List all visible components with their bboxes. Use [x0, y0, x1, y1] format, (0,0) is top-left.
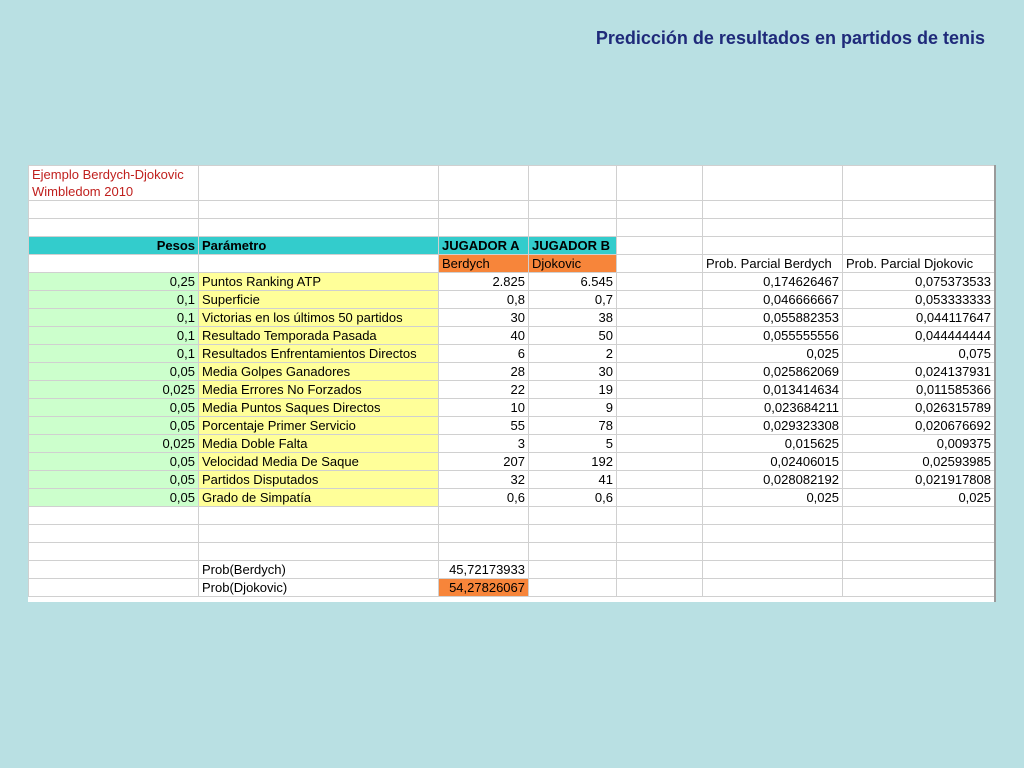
- player-a-value[interactable]: 28: [439, 363, 529, 381]
- cell[interactable]: [439, 507, 529, 525]
- cell[interactable]: [199, 219, 439, 237]
- cell[interactable]: [617, 525, 703, 543]
- header-pesos[interactable]: Pesos: [29, 237, 199, 255]
- header-parametro[interactable]: Parámetro: [199, 237, 439, 255]
- cell[interactable]: [529, 166, 617, 201]
- cell[interactable]: [617, 363, 703, 381]
- parameter-row: [29, 363, 995, 381]
- cell[interactable]: [529, 579, 617, 597]
- empty-row: [29, 507, 995, 525]
- cell[interactable]: [843, 543, 995, 561]
- parameter-row: [29, 327, 995, 345]
- cell[interactable]: [843, 525, 995, 543]
- player-a-value[interactable]: 10: [439, 399, 529, 417]
- cell[interactable]: [617, 201, 703, 219]
- weight-cell[interactable]: 0,1: [29, 345, 199, 363]
- cell[interactable]: [703, 166, 843, 201]
- prob-b-value[interactable]: 54,27826067: [439, 579, 529, 597]
- player-b-value[interactable]: 41: [529, 471, 617, 489]
- cell[interactable]: [199, 255, 439, 273]
- cell[interactable]: [439, 201, 529, 219]
- cell[interactable]: [617, 381, 703, 399]
- player-a-value[interactable]: 32: [439, 471, 529, 489]
- weight-cell[interactable]: 0,05: [29, 417, 199, 435]
- prob-partial-b-value[interactable]: 0,044444444: [843, 327, 995, 345]
- cell[interactable]: [199, 525, 439, 543]
- parameter-row: [29, 345, 995, 363]
- cell[interactable]: [617, 309, 703, 327]
- parameter-row: [29, 273, 995, 291]
- cell[interactable]: [439, 166, 529, 201]
- cell[interactable]: [439, 543, 529, 561]
- cell[interactable]: [29, 561, 199, 579]
- cell[interactable]: [29, 525, 199, 543]
- cell[interactable]: [199, 166, 439, 201]
- player-b-value[interactable]: 9: [529, 399, 617, 417]
- player-a-value[interactable]: 2.825: [439, 273, 529, 291]
- parameter-cell[interactable]: Media Doble Falta: [199, 435, 439, 453]
- cell[interactable]: [617, 471, 703, 489]
- cell[interactable]: [843, 237, 995, 255]
- parameter-cell[interactable]: Media Errores No Forzados: [199, 381, 439, 399]
- cell[interactable]: [617, 219, 703, 237]
- cell[interactable]: [29, 507, 199, 525]
- weight-cell[interactable]: 0,025: [29, 435, 199, 453]
- weight-cell[interactable]: 0,1: [29, 291, 199, 309]
- header-row: [29, 237, 995, 255]
- prob-partial-b-value[interactable]: 0,044117647: [843, 309, 995, 327]
- cell[interactable]: [529, 543, 617, 561]
- player-a-value[interactable]: 3: [439, 435, 529, 453]
- cell[interactable]: [199, 507, 439, 525]
- parameter-cell[interactable]: Superficie: [199, 291, 439, 309]
- player-b-value[interactable]: 38: [529, 309, 617, 327]
- cell[interactable]: [843, 579, 995, 597]
- cell[interactable]: [439, 219, 529, 237]
- data-table: [28, 165, 995, 597]
- weight-cell[interactable]: 0,05: [29, 489, 199, 507]
- cell[interactable]: [617, 561, 703, 579]
- prob-partial-a-value[interactable]: 0,028082192: [703, 471, 843, 489]
- example-title-line2: Wimbledom 2010: [32, 184, 134, 199]
- parameter-row: [29, 489, 995, 507]
- player-b-value[interactable]: 19: [529, 381, 617, 399]
- cell[interactable]: [617, 453, 703, 471]
- player-b-name[interactable]: Djokovic: [529, 255, 617, 273]
- parameter-cell[interactable]: Partidos Disputados: [199, 471, 439, 489]
- prob-a-label[interactable]: Prob(Berdych): [199, 561, 439, 579]
- cell[interactable]: [703, 219, 843, 237]
- player-a-value[interactable]: 55: [439, 417, 529, 435]
- player-b-value[interactable]: 0,7: [529, 291, 617, 309]
- player-b-value[interactable]: 50: [529, 327, 617, 345]
- player-b-value[interactable]: 0,6: [529, 489, 617, 507]
- header-jugador-a[interactable]: JUGADOR A: [439, 237, 529, 255]
- parameter-cell[interactable]: Victorias en los últimos 50 partidos: [199, 309, 439, 327]
- prob-partial-a-value[interactable]: 0,055882353: [703, 309, 843, 327]
- player-a-value[interactable]: 0,6: [439, 489, 529, 507]
- prob-partial-a-value[interactable]: 0,025862069: [703, 363, 843, 381]
- cell[interactable]: [617, 237, 703, 255]
- weight-cell[interactable]: 0,25: [29, 273, 199, 291]
- parameter-cell[interactable]: Puntos Ranking ATP: [199, 273, 439, 291]
- cell[interactable]: [617, 255, 703, 273]
- prob-partial-a-value[interactable]: 0,02406015: [703, 453, 843, 471]
- player-b-value[interactable]: 30: [529, 363, 617, 381]
- cell[interactable]: [703, 579, 843, 597]
- cell[interactable]: [529, 525, 617, 543]
- prob-partial-a-value[interactable]: 0,025: [703, 489, 843, 507]
- prob-partial-b-value[interactable]: 0,024137931: [843, 363, 995, 381]
- parameter-cell[interactable]: Porcentaje Primer Servicio: [199, 417, 439, 435]
- cell[interactable]: [617, 291, 703, 309]
- parameter-cell[interactable]: Resultados Enfrentamientos Directos: [199, 345, 439, 363]
- cell[interactable]: [617, 166, 703, 201]
- player-b-value[interactable]: 78: [529, 417, 617, 435]
- parameter-row: [29, 453, 995, 471]
- cell[interactable]: [439, 525, 529, 543]
- cell[interactable]: [703, 525, 843, 543]
- prob-partial-b-value[interactable]: 0,026315789: [843, 399, 995, 417]
- prob-partial-b-value[interactable]: 0,021917808: [843, 471, 995, 489]
- prob-partial-a-value[interactable]: 0,046666667: [703, 291, 843, 309]
- parameter-row: [29, 417, 995, 435]
- slide-title: Predicción de resultados en partidos de tenis: [595, 28, 985, 48]
- cell[interactable]: [617, 579, 703, 597]
- weight-cell[interactable]: 0,1: [29, 309, 199, 327]
- cell[interactable]: [29, 219, 199, 237]
- player-name-row: [29, 255, 995, 273]
- prob-partial-b-value[interactable]: 0,053333333: [843, 291, 995, 309]
- prob-partial-b-value[interactable]: 0,011585366: [843, 381, 995, 399]
- player-b-value[interactable]: 192: [529, 453, 617, 471]
- cell[interactable]: [617, 399, 703, 417]
- cell[interactable]: [617, 327, 703, 345]
- cell[interactable]: [29, 255, 199, 273]
- cell[interactable]: [703, 543, 843, 561]
- spreadsheet: [28, 165, 996, 602]
- prob-partial-a-header[interactable]: Prob. Parcial Berdych: [703, 255, 843, 273]
- player-a-value[interactable]: 0,8: [439, 291, 529, 309]
- parameter-row: [29, 291, 995, 309]
- example-title-row: [29, 166, 995, 201]
- cell[interactable]: [703, 201, 843, 219]
- player-a-value[interactable]: 6: [439, 345, 529, 363]
- cell[interactable]: [529, 561, 617, 579]
- cell[interactable]: [529, 219, 617, 237]
- prob-partial-b-value[interactable]: 0,009375: [843, 435, 995, 453]
- parameter-cell[interactable]: Velocidad Media De Saque: [199, 453, 439, 471]
- cell[interactable]: [29, 543, 199, 561]
- cell[interactable]: [617, 435, 703, 453]
- parameter-row: [29, 435, 995, 453]
- weight-cell[interactable]: 0,025: [29, 381, 199, 399]
- cell[interactable]: [703, 507, 843, 525]
- player-a-value[interactable]: 40: [439, 327, 529, 345]
- cell[interactable]: [617, 489, 703, 507]
- prob-partial-b-value[interactable]: 0,075373533: [843, 273, 995, 291]
- cell[interactable]: [617, 543, 703, 561]
- weight-cell[interactable]: 0,1: [29, 327, 199, 345]
- empty-row: [29, 201, 995, 219]
- weight-cell[interactable]: 0,05: [29, 471, 199, 489]
- prob-partial-b-value[interactable]: 0,075: [843, 345, 995, 363]
- cell[interactable]: [29, 201, 199, 219]
- cell[interactable]: [617, 345, 703, 363]
- prob-partial-b-value[interactable]: 0,02593985: [843, 453, 995, 471]
- prob-partial-a-value[interactable]: 0,025: [703, 345, 843, 363]
- empty-row: [29, 525, 995, 543]
- player-b-value[interactable]: 6.545: [529, 273, 617, 291]
- parameter-cell[interactable]: Resultado Temporada Pasada: [199, 327, 439, 345]
- cell[interactable]: [617, 417, 703, 435]
- result-row-a: [29, 561, 995, 579]
- weight-cell[interactable]: 0,05: [29, 453, 199, 471]
- cell[interactable]: [617, 273, 703, 291]
- weight-cell[interactable]: 0,05: [29, 363, 199, 381]
- prob-partial-a-value[interactable]: 0,174626467: [703, 273, 843, 291]
- player-a-value[interactable]: 22: [439, 381, 529, 399]
- example-title-line1: Ejemplo Berdych-Djokovic: [32, 167, 184, 182]
- prob-b-label[interactable]: Prob(Djokovic): [199, 579, 439, 597]
- cell[interactable]: [843, 507, 995, 525]
- prob-partial-b-value[interactable]: 0,025: [843, 489, 995, 507]
- parameter-cell[interactable]: Media Puntos Saques Directos: [199, 399, 439, 417]
- cell[interactable]: [703, 237, 843, 255]
- cell[interactable]: [703, 561, 843, 579]
- cell[interactable]: [843, 166, 995, 201]
- cell[interactable]: [529, 201, 617, 219]
- example-title-cell[interactable]: [29, 166, 199, 201]
- cell[interactable]: [199, 201, 439, 219]
- cell[interactable]: [617, 507, 703, 525]
- player-b-value[interactable]: 2: [529, 345, 617, 363]
- cell[interactable]: [199, 543, 439, 561]
- cell[interactable]: [843, 201, 995, 219]
- cell[interactable]: [29, 579, 199, 597]
- empty-row: [29, 543, 995, 561]
- player-a-name[interactable]: Berdych: [439, 255, 529, 273]
- prob-partial-b-header[interactable]: Prob. Parcial Djokovic: [843, 255, 995, 273]
- prob-partial-a-value[interactable]: 0,023684211: [703, 399, 843, 417]
- parameter-row: [29, 309, 995, 327]
- cell[interactable]: [843, 219, 995, 237]
- player-a-value[interactable]: 30: [439, 309, 529, 327]
- parameter-cell[interactable]: Media Golpes Ganadores: [199, 363, 439, 381]
- prob-partial-a-value[interactable]: 0,013414634: [703, 381, 843, 399]
- parameter-cell[interactable]: Grado de Simpatía: [199, 489, 439, 507]
- player-a-value[interactable]: 207: [439, 453, 529, 471]
- weight-cell[interactable]: 0,05: [29, 399, 199, 417]
- header-jugador-b[interactable]: JUGADOR B: [529, 237, 617, 255]
- cell[interactable]: [529, 507, 617, 525]
- prob-a-value[interactable]: 45,72173933: [439, 561, 529, 579]
- prob-partial-b-value[interactable]: 0,020676692: [843, 417, 995, 435]
- parameter-row: [29, 399, 995, 417]
- parameter-row: [29, 381, 995, 399]
- player-b-value[interactable]: 5: [529, 435, 617, 453]
- prob-partial-a-value[interactable]: 0,055555556: [703, 327, 843, 345]
- empty-row: [29, 219, 995, 237]
- cell[interactable]: [843, 561, 995, 579]
- parameter-row: [29, 471, 995, 489]
- prob-partial-a-value[interactable]: 0,029323308: [703, 417, 843, 435]
- result-row-b: [29, 579, 995, 597]
- prob-partial-a-value[interactable]: 0,015625: [703, 435, 843, 453]
